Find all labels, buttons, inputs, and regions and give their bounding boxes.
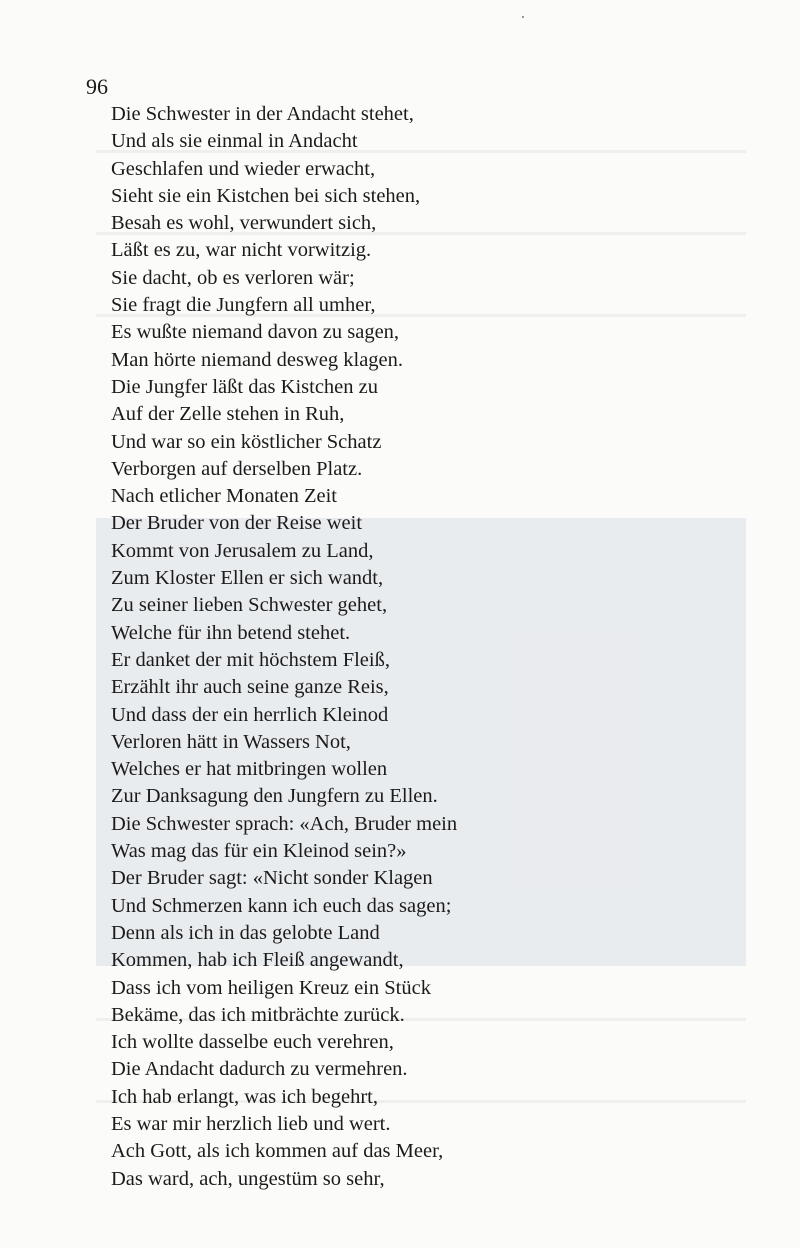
verse-line: Auf der Zelle stehen in Ruh, bbox=[111, 403, 345, 426]
verse-line: Es war mir herzlich lieb und wert. bbox=[111, 1112, 391, 1135]
verse-line: Ich hab erlangt, was ich begehrt, bbox=[111, 1085, 378, 1108]
verse-line: Die Schwester sprach: «Ach, Bruder mein bbox=[111, 812, 458, 835]
verse-line: Die Schwester in der Andacht stehet, bbox=[111, 103, 414, 125]
verse-line: Kommt von Jerusalem zu Land, bbox=[111, 539, 374, 562]
verse-line: Welches er hat mitbringen wollen bbox=[111, 758, 388, 781]
verse-line: Nach etlicher Monaten Zeit bbox=[111, 485, 337, 508]
verse-line: Zum Kloster Ellen er sich wandt, bbox=[111, 567, 384, 590]
verse-line: Die Jungfer läßt das Kistchen zu bbox=[111, 375, 378, 398]
verse-line: Und dass der ein herrlich Kleinod bbox=[111, 703, 389, 726]
verse-line: Was mag das für ein Kleinod sein?» bbox=[111, 840, 407, 863]
verse-line: Zu seiner lieben Schwester gehet, bbox=[111, 594, 388, 617]
verse-line: Sieht sie ein Kistchen bei sich stehen, bbox=[111, 184, 421, 207]
verse-line: Und war so ein köstlicher Schatz bbox=[111, 430, 382, 453]
verse-line: Läßt es zu, war nicht vorwitzig. bbox=[111, 239, 372, 262]
verse-line: Er danket der mit höchstem Fleiß, bbox=[111, 648, 390, 671]
verse-line: Es wußte niemand davon zu sagen, bbox=[111, 321, 400, 344]
page-number: 96 bbox=[86, 74, 108, 99]
verse-line: Man hörte niemand desweg klagen. bbox=[111, 348, 404, 371]
verse-line: Der Bruder von der Reise weit bbox=[111, 512, 363, 535]
verse-line: Verborgen auf derselben Platz. bbox=[111, 457, 363, 480]
poem-verse bbox=[111, 101, 631, 1193]
verse-line: Verloren hätt in Wassers Not, bbox=[111, 730, 351, 753]
speck bbox=[522, 16, 524, 18]
verse-line: Und als sie einmal in Andacht bbox=[111, 130, 358, 153]
verse-line: Besah es wohl, verwundert sich, bbox=[111, 212, 377, 235]
verse-line: Und Schmerzen kann ich euch das sagen; bbox=[111, 894, 452, 917]
verse-line: Zur Danksagung den Jungfern zu Ellen. bbox=[111, 785, 438, 808]
verse-line: Geschlafen und wieder erwacht, bbox=[111, 157, 376, 180]
verse-line: Kommen, hab ich Fleiß angewandt, bbox=[111, 949, 404, 972]
verse-line: Die Andacht dadurch zu vermehren. bbox=[111, 1058, 408, 1081]
verse-line: Welche für ihn betend stehet. bbox=[111, 621, 351, 644]
verse-line: Der Bruder sagt: «Nicht sonder Klagen bbox=[111, 867, 433, 890]
verse-line: Sie fragt die Jungfern all umher, bbox=[111, 294, 376, 317]
verse-line: Bekäme, das ich mitbrächte zurück. bbox=[111, 1003, 405, 1026]
verse-line: Sie dacht, ob es verloren wär; bbox=[111, 266, 355, 289]
verse-line: Das ward, ach, ungestüm so sehr, bbox=[111, 1167, 385, 1190]
verse-line: Denn als ich in das gelobte Land bbox=[111, 921, 380, 944]
verse-line: Dass ich vom heiligen Kreuz ein Stück bbox=[111, 976, 431, 999]
verse-line: Erzählt ihr auch seine ganze Reis, bbox=[111, 676, 389, 699]
verse-line: Ich wollte dasselbe euch verehren, bbox=[111, 1031, 394, 1054]
verse-line: Ach Gott, als ich kommen auf das Meer, bbox=[111, 1140, 444, 1163]
